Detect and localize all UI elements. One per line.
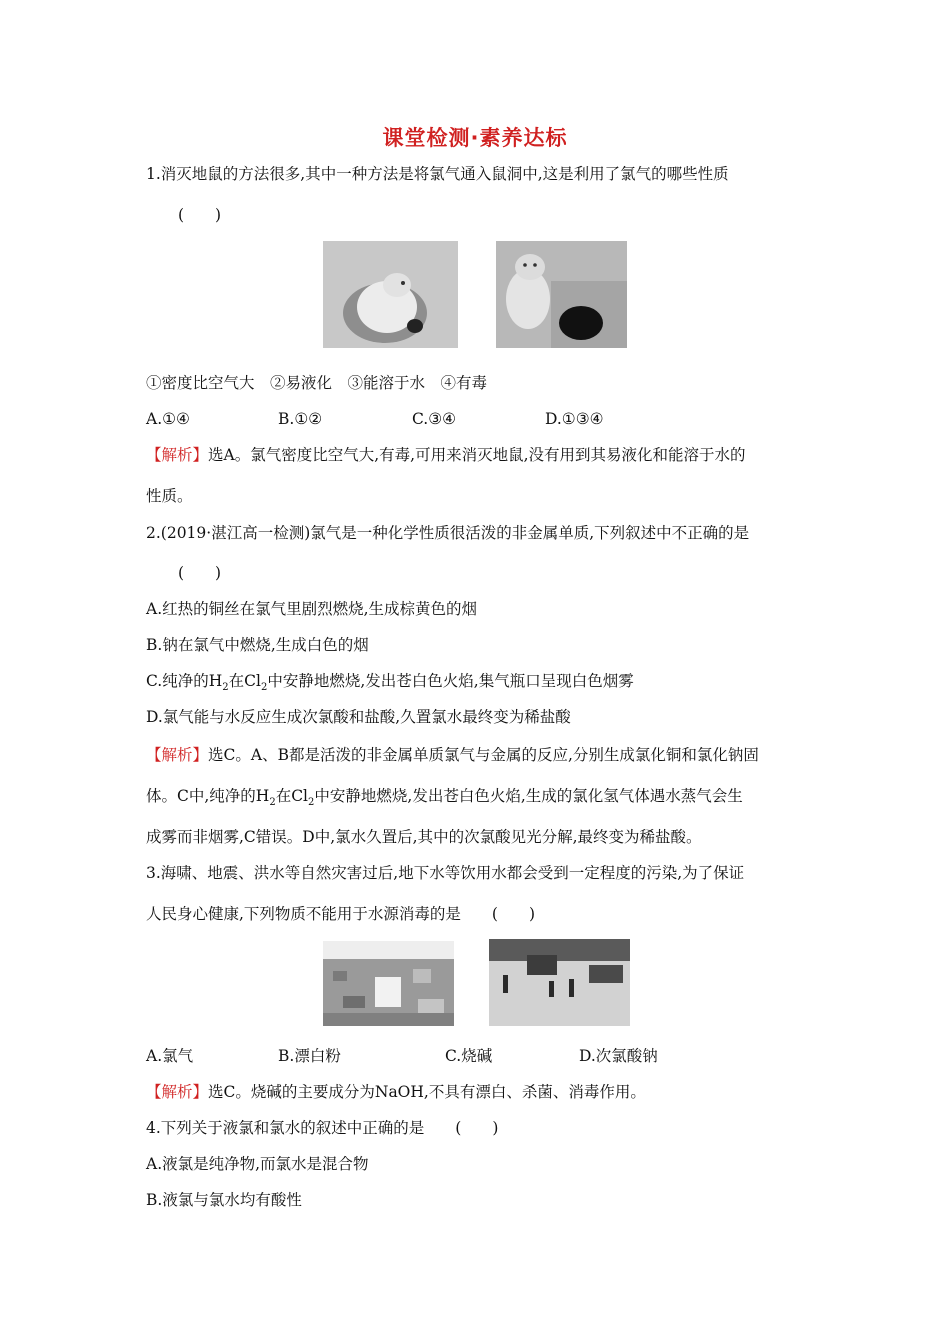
- q2-stem: 2.(2019·湛江高一检测)氯气是一种化学性质很活泼的非金属单质,下列叙述中不正确的是: [146, 524, 750, 542]
- q2-analysis-cont: 体。C中,纯净的$H_2$在$Cl_2$中安静地燃烧,发出苍白色火焰,生成的氯化氢气体遇水蒸气会生: [146, 787, 743, 809]
- q4-option-a: A.液氯是纯净物,而氯水是混合物: [146, 1155, 369, 1173]
- page-title: 课堂检测·素养达标: [382, 126, 568, 150]
- q2-option-c: C.纯净的$H_2$在$Cl_2$中安静地燃烧,发出苍白色火焰,集气瓶口呈现白色烟雾: [146, 672, 634, 694]
- q3-option-c: C.烧碱: [445, 1047, 493, 1065]
- q1-stem: 1.消灭地鼠的方法很多,其中一种方法是将氯气通入鼠洞中,这是利用了氯气的哪些性质: [146, 165, 729, 183]
- q4-stem: 4.下列关于液氯和氯水的叙述中正确的是 ( ): [146, 1119, 499, 1137]
- gopher-photo-1: [323, 241, 458, 348]
- analysis-tag: 【解析】: [146, 1083, 209, 1101]
- flood-photo: [489, 939, 630, 1026]
- q2-analysis: [146, 745, 759, 765]
- q2-option-b: B.钠在氯气中燃烧,生成白色的烟: [146, 636, 369, 654]
- analysis-tag: 【解析】: [146, 446, 209, 464]
- q1-analysis-text: 选A。氯气密度比空气大,有毒,可用来消灭地鼠,没有用到其易液化和能溶于水的: [208, 446, 746, 464]
- q1-option-c: C.③④: [412, 410, 457, 428]
- q1-option-b: B.①②: [278, 410, 323, 428]
- q2-option-d: D.氯气能与水反应生成次氯酸和盐酸,久置氯水最终变为稀盐酸: [146, 708, 571, 726]
- gopher-photo-2: [496, 241, 627, 348]
- q2-bracket: ( ): [178, 564, 222, 582]
- q1-properties: ①密度比空气大 ②易液化 ③能溶于水 ④有毒: [146, 374, 488, 392]
- q1-option-a: A.①④: [146, 410, 190, 428]
- q3-analysis-text: 选C。烧碱的主要成分为NaOH,不具有漂白、杀菌、消毒作用。: [208, 1083, 646, 1101]
- q3-stem: 3.海啸、地震、洪水等自然灾害过后,地下水等饮用水都会受到一定程度的污染,为了保证: [146, 864, 745, 882]
- q2-analysis-cont2: 成雾而非烟雾,C错误。D中,氯水久置后,其中的次氯酸见光分解,最终变为稀盐酸。: [146, 828, 702, 846]
- q2-analysis-text: 选C。A、B都是活泼的非金属单质氯气与金属的反应,分别生成氯化铜和氯化钠固: [208, 746, 759, 764]
- q3-stem-cont: 人民身心健康,下列物质不能用于水源消毒的是 ( ): [146, 905, 536, 923]
- q3-option-a: A.氯气: [146, 1047, 194, 1065]
- q4-option-b: B.液氯与氯水均有酸性: [146, 1191, 302, 1209]
- q2-option-a: A.红热的铜丝在氯气里剧烈燃烧,生成棕黄色的烟: [146, 600, 478, 618]
- q3-option-d: D.次氯酸钠: [579, 1047, 658, 1065]
- q1-analysis-cont: 性质。: [146, 487, 193, 505]
- q1-analysis: [146, 445, 746, 465]
- q1-option-d: D.①③④: [545, 410, 604, 428]
- q3-option-b: B.漂白粉: [278, 1047, 341, 1065]
- q3-analysis: [146, 1082, 646, 1102]
- city-photo: [323, 941, 454, 1026]
- q1-bracket: ( ): [178, 206, 222, 224]
- analysis-tag: 【解析】: [146, 746, 209, 764]
